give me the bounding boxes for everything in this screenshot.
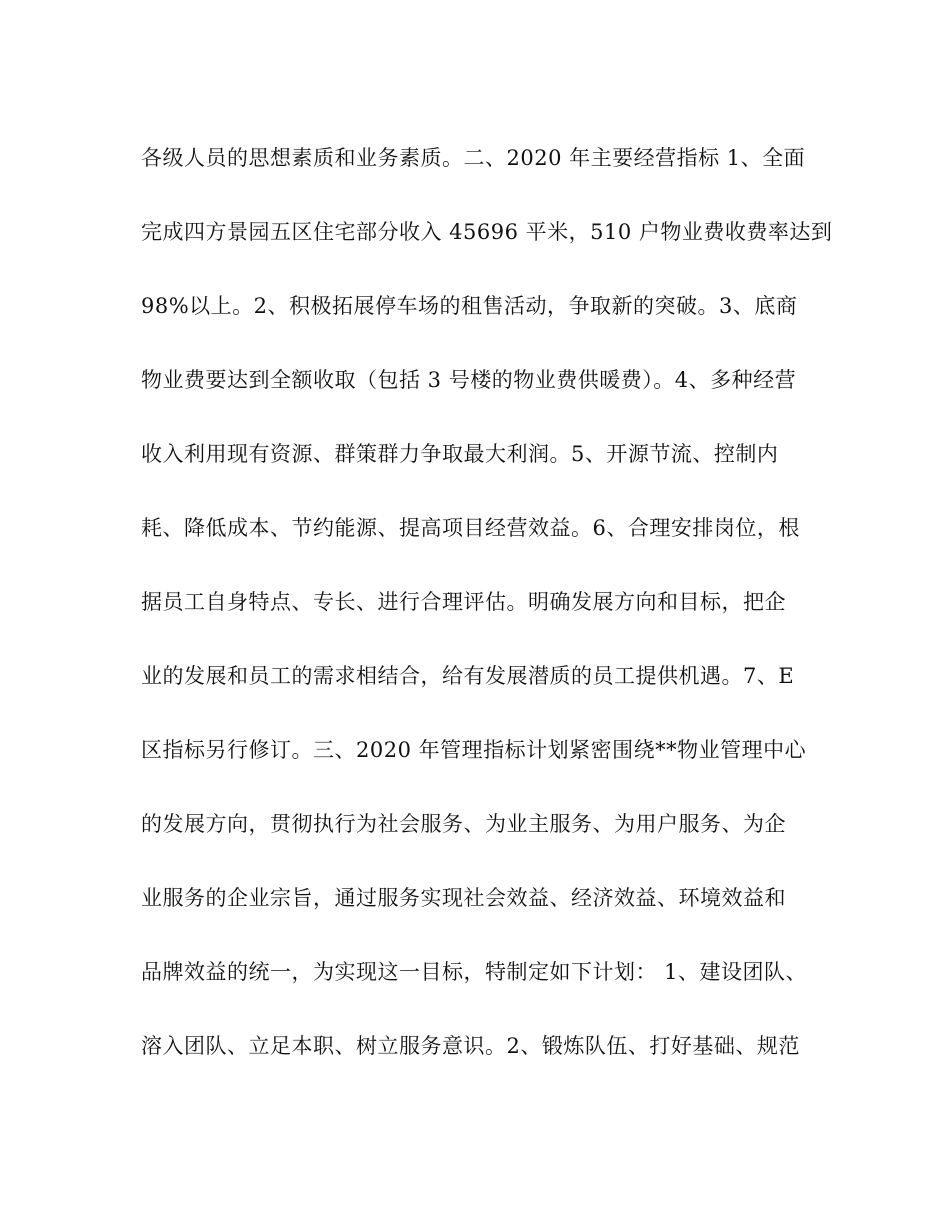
body-text <box>141 140 833 1102</box>
text-line: 据员工自身特点、专长、进行合理评估。明确发展方向和目标，把企 <box>141 590 786 614</box>
text-line: 区指标另行修订。三、2020 年管理指标计划紧密围绕**物业管理中心 <box>141 738 807 762</box>
text-line: 的发展方向，贯彻执行为社会服务、为业主服务、为用户服务、为企 <box>141 812 786 836</box>
text-line: 98%以上。2、积极拓展停车场的租售活动，争取新的突破。3、底商 <box>141 294 798 318</box>
text-line: 耗、降低成本、节约能源、提高项目经营效益。6、合理安排岗位，根 <box>141 516 800 540</box>
text-line: 完成四方景园五区住宅部分收入 45696 平米，510 户物业费收费率达到 <box>141 220 833 244</box>
text-line: 业的发展和员工的需求相结合，给有发展潜质的员工提供机遇。7、E <box>141 664 795 688</box>
text-line: 收入利用现有资源、群策群力争取最大利润。5、开源节流、控制内 <box>141 442 779 466</box>
text-line: 品牌效益的统一，为实现这一目标，特制定如下计划： 1、建设团队、 <box>141 960 808 984</box>
text-line: 业服务的企业宗旨，通过服务实现社会效益、经济效益、环境效益和 <box>141 886 786 910</box>
text-line: 溶入团队、立足本职、树立服务意识。2、锻炼队伍、打好基础、规范 <box>141 1034 800 1058</box>
text-line: 各级人员的思想素质和业务素质。二、2020 年主要经营指标 1、全面 <box>141 146 806 170</box>
text-line: 物业费要达到全额收取（包括 3 号楼的物业费供暖费）。4、多种经营 <box>141 368 797 392</box>
